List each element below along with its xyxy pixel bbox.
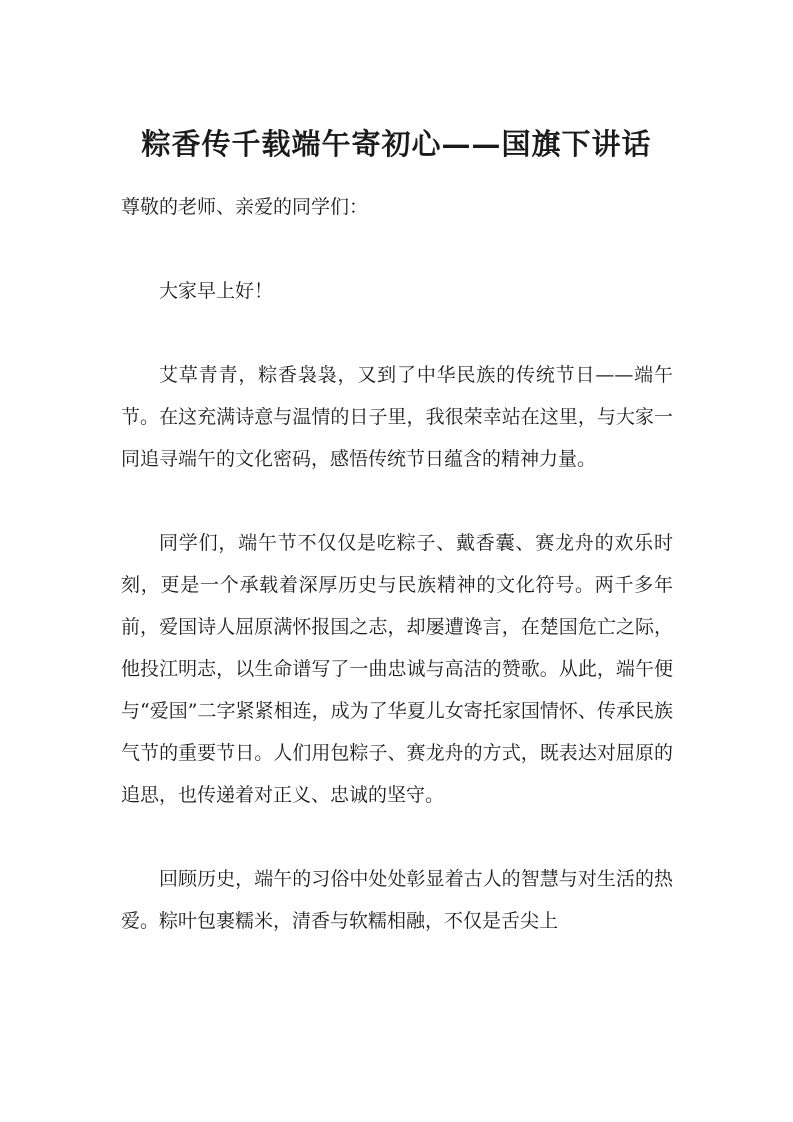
paragraph-3: 回顾历史，端午的习俗中处处彰显着古人的智慧与对生活的热爱。粽叶包裹糯米，清香与软糯相融，不仅是舌尖上 [121, 868, 673, 932]
greeting-line: 大家早上好！ [159, 280, 274, 302]
speech-body [121, 186, 673, 942]
paragraph-spacer [121, 228, 673, 270]
paragraph-2: 同学们，端午节不仅仅是吃粽子、戴香囊、赛龙舟的欢乐时刻，更是一个承载着深厚历史与民族精神的文化符号。两千多年前，爱国诗人屈原满怀报国之志，却屡遭谗言，在楚国危亡之际，他投江明志，以生命谱写了一曲忠诚与高洁的赞歌。从此，端午便与“爱国”二字紧紧相连，成为了华夏儿女寄托家国情怀、传承民族气节的重要节日。人们用包粽子、赛龙舟的方式，既表达对屈原的追思，也传递着对正义、忠诚的坚守。 [121, 532, 673, 806]
paragraph-spacer [121, 480, 673, 522]
paragraph-1: 艾草青青，粽香袅袅，又到了中华民族的传统节日——端午节。在这充满诗意与温情的日子里，我很荣幸站在这里，与大家一同追寻端午的文化密码，感悟传统节日蕴含的精神力量。 [121, 364, 673, 470]
paragraph-spacer [121, 816, 673, 858]
page-title: 粽香传千载端午寄初心——国旗下讲话 [141, 127, 652, 161]
salutation: 尊敬的老师、亲爱的同学们： [121, 196, 369, 218]
paragraph-spacer [121, 312, 673, 354]
